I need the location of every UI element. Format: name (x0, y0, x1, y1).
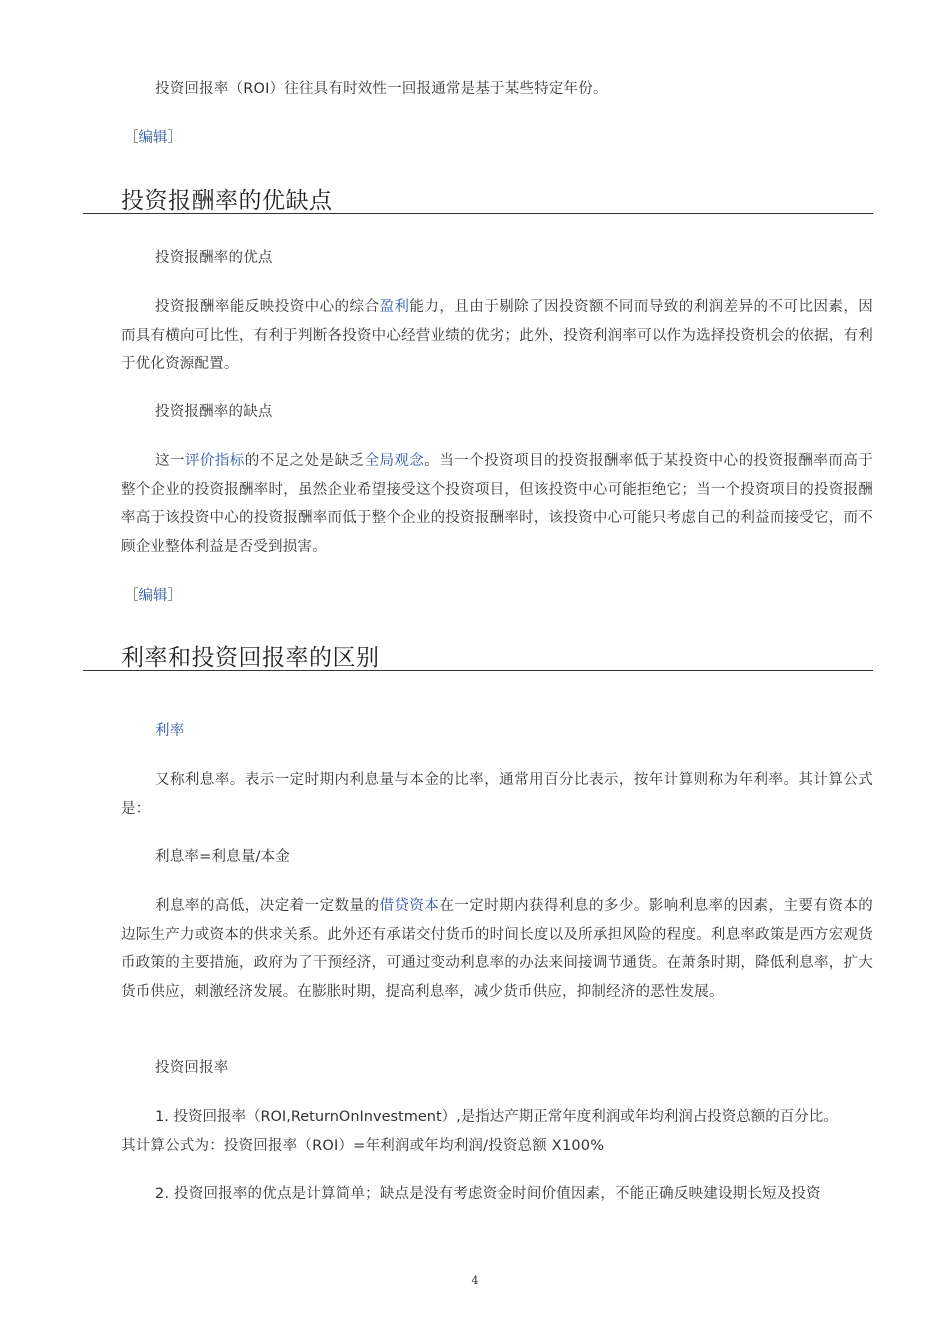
bracket-open: ［ (124, 588, 139, 604)
interest-rate-link[interactable]: 利率 (155, 723, 185, 739)
paragraph-text: 投资报酬率能反映投资中心的综合 (155, 299, 380, 315)
evaluation-index-link[interactable]: 评价指标 (184, 453, 245, 469)
paragraph-text: 投资回报率（ROI）往往具有时效性一回报通常是基于某些特定年份。 (155, 81, 608, 97)
paragraph-text: 利息率的高低，决定着一定数量的 (155, 898, 380, 914)
global-view-link[interactable]: 全局观念 (364, 453, 425, 469)
roi-title (121, 1054, 873, 1083)
cons-paragraph (121, 447, 873, 561)
paragraph-text: 的不足之处是缺乏 (244, 453, 365, 469)
rate-definition (121, 766, 873, 823)
heading-difference: 利率和投资回报率的区别 (121, 645, 380, 671)
paragraph-text: 2. 投资回报率的优点是计算简单；缺点是没有考虑资金时间价值因素，不能正确反映建设期长短及投资 (155, 1186, 821, 1202)
pros-paragraph (121, 293, 873, 379)
roi-item-2 (121, 1180, 873, 1209)
bracket-close: ］ (167, 130, 182, 146)
rate-title (121, 717, 873, 746)
roi-item-1-formula (121, 1132, 873, 1161)
edit-link-2 (124, 586, 182, 606)
paragraph-text: 又称利息率。表示一定时期内利息量与本金的比率，通常用百分比表示，按年计算则称为年利率。其计算公式是： (121, 772, 873, 817)
edit-link[interactable]: 编辑 (138, 130, 168, 146)
paragraph-text: 投资报酬率的缺点 (155, 404, 273, 420)
paragraph-text: 这一 (155, 453, 185, 469)
heading-divider (83, 213, 873, 214)
paragraph-text: 在一定时期内获得利息的多少。影响利息率的因素，主要有资本的边际生产力或资本的供求关系。此外还有承诺交付货币的时间长度以及所承担风险的程度。利息率政策是西方宏观货币政策的主要措施，政府为了干预经济，可通过变动利息率的办法来间接调节通货。在萧条时期，降低利息率，扩大货币供应，刺激经济发展。在膨胀时期，提高利息率，减少货币供应，抑制经济的恶性发展。 (121, 898, 873, 1000)
paragraph-text: 其计算公式为：投资回报率（ROI）=年利润或年均利润/投资总额 X100% (121, 1138, 605, 1154)
paragraph-text: 。当一个投资项目的投资报酬率低于某投资中心的投资报酬率而高于整个企业的投资报酬率时，虽然企业希望接受这个投资项目，但该投资中心可能拒绝它；当一个投资项目的投资报酬率高于该投资中心的投资报酬率而低于整个企业的投资报酬率时，该投资中心可能只考虑自己的利益而接受它，而不顾企业整体利益是否受到损害。 (121, 453, 873, 555)
pros-title (121, 244, 873, 273)
paragraph-text: 利息率=利息量/本金 (155, 849, 291, 865)
rate-paragraph (121, 892, 873, 1006)
edit-link-1 (124, 128, 182, 148)
paragraph-text: 投资报酬率的优点 (155, 250, 273, 266)
heading-pros-cons: 投资报酬率的优缺点 (121, 188, 333, 214)
loan-capital-link[interactable]: 借贷资本 (379, 898, 440, 914)
cons-title (121, 398, 873, 427)
profit-link[interactable]: 盈利 (379, 299, 410, 315)
bracket-close: ］ (167, 588, 182, 604)
roi-item-1 (121, 1103, 873, 1132)
rate-formula (121, 843, 873, 872)
roi-timeliness-paragraph (121, 75, 873, 104)
page-number: 4 (471, 1274, 479, 1287)
paragraph-text: 1. 投资回报率（ROI,ReturnOnInvestment）,是指达产期正常年度利润或年均利润占投资总额的百分比。 (155, 1109, 838, 1125)
paragraph-text: 投资回报率 (155, 1060, 229, 1076)
edit-link[interactable]: 编辑 (138, 588, 168, 604)
bracket-open: ［ (124, 130, 139, 146)
heading-divider (83, 670, 873, 671)
paragraph-text: 能力，且由于剔除了因投资额不同而导致的利润差异的不可比因素，因而具有横向可比性，有利于判断各投资中心经营业绩的优劣；此外，投资利润率可以作为选择投资机会的依据，有利于优化资源配置。 (121, 299, 873, 372)
